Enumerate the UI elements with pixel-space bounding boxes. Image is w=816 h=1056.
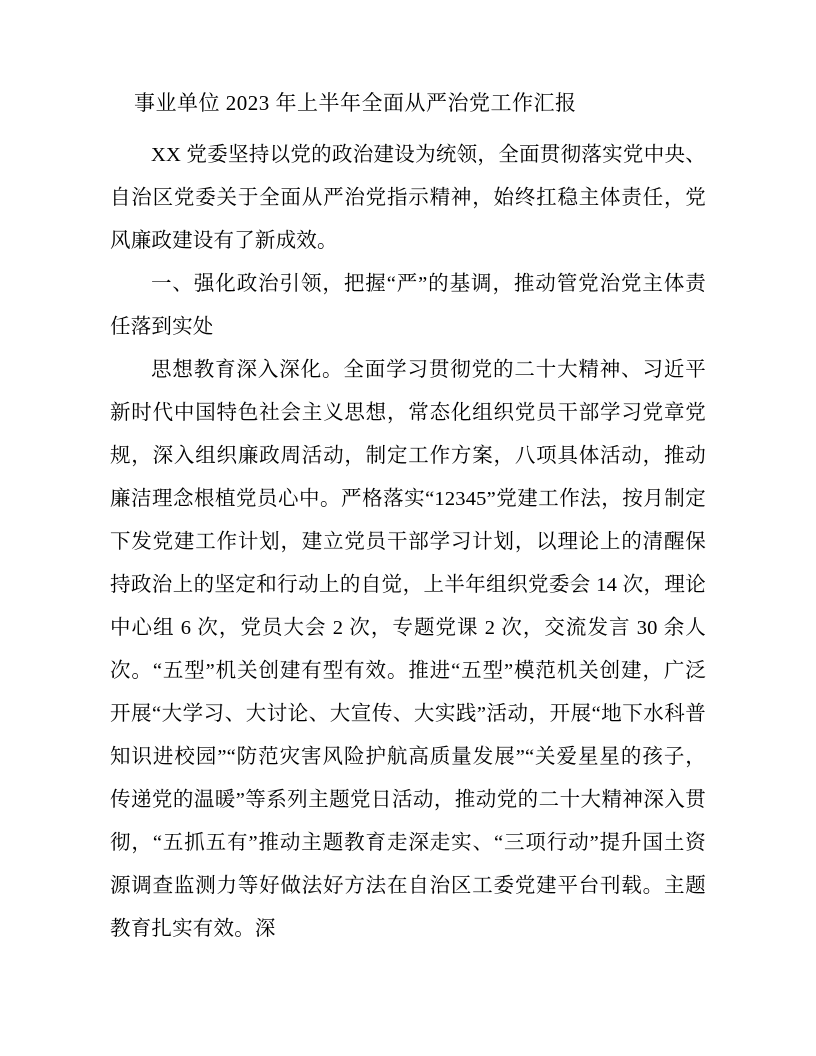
paragraph-2-heading: 一、强化政治引领，把握“严”的基调，推动管党治党主体责任落到实处 <box>110 272 706 338</box>
paragraph-1: XX 党委坚持以党的政治建设为统领，全面贯彻落实党中央、自治区党委关于全面从严治党指示精神，始终扛稳主体责任，党风廉政建设有了新成效。 <box>110 143 706 252</box>
page-title: 事业单位 2023 年上半年全面从严治党工作汇报 <box>134 91 577 115</box>
paragraph-3: 思想教育深入深化。全面学习贯彻党的二十大精神、习近平新时代中国特色社会主义思想，常态化组织党员干部学习党章党规，深入组织廉政周活动，制定工作方案，八项具体活动，推动廉洁理念根植党员心中。严格落实“12345”党建工作法，按月制定下发党建工作计划，建立党员干部学习计划，以理论上的清醒保持政治上的坚定和行动上的自觉，上半年组织党委会 14 次，理论中心组 6 次，党员大会 2 次，专题党课 2 次，交流发言 30 余人次。“五型”机关创建有型有效。推进“五型”模范机关创建，广泛开展“大学习、大讨论、大宣传、大实践”活动，开展“地下水科普知识进校园”“防范灾害风险护航高质量发展”“关爱星星的孩子，传递党的温暖”等系列主题党日活动，推动党的二十大精神深入贯彻，“五抓五有”推动主题教育走深走实、“三项行动”提升国土资源调查监测力等好做法好方法在自治区工委党建平台刊载。主题教育扎实有效。深 <box>110 358 706 940</box>
